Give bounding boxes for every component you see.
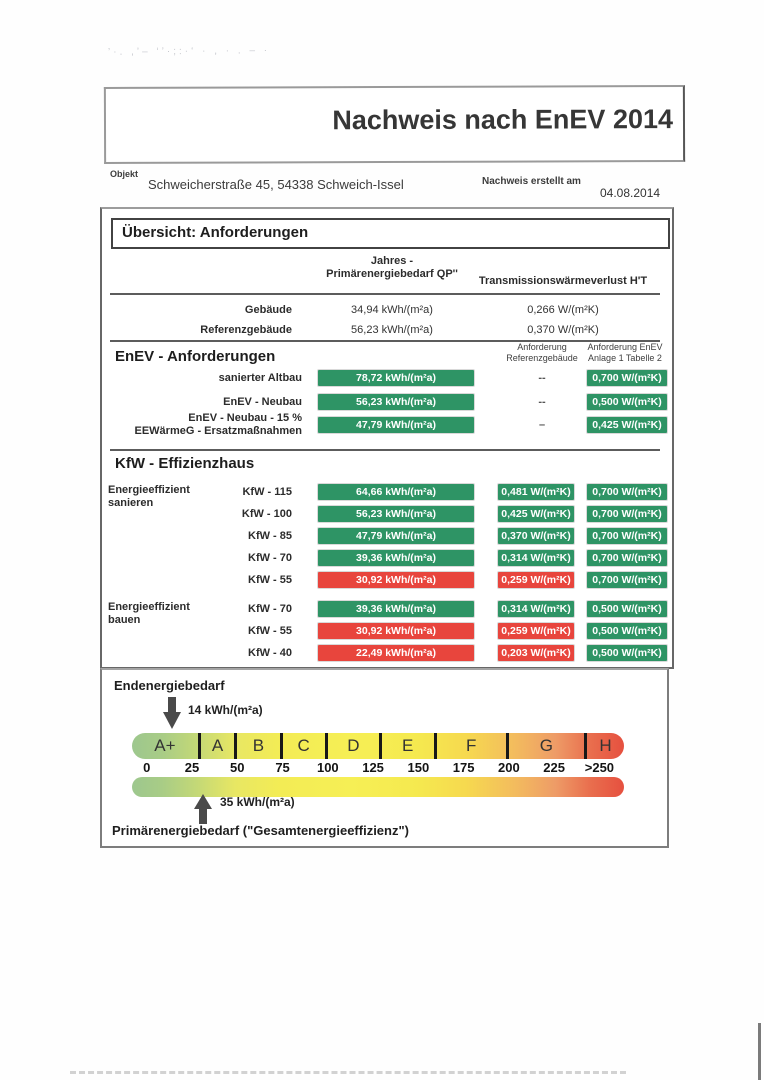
enev-value-bar: 47,79 kWh/(m²a) [318,417,474,433]
title-box [104,85,685,164]
ref-requirement-header-line1: Anforderung [517,342,567,352]
kfw-row-name: KfW - 85 [248,530,292,542]
scale-tick-225: 225 [543,760,565,775]
enev-row-label-line2: EEWärmeG - Ersatzmaßnahmen [134,425,302,437]
column-header-qp-line1: Jahres - [370,255,414,267]
overview-row-ht: 0,266 W/(m²K) [527,304,599,316]
overview-row-qp: 34,94 kWh/(m²a) [351,304,433,316]
kfw-group-label-line1: Energieeffizient [108,601,190,613]
enev-requirement-header-line1: Anforderung EnEV [587,342,663,352]
scale-class-c: C [283,733,328,759]
scale-tick-200: 200 [498,760,520,775]
kfw-row-name: KfW - 115 [242,486,292,498]
kfw-value-bar: 39,36 kWh/(m²a) [318,550,474,566]
kfw-requirement-chip: 0,700 W/(m²K) [587,572,667,588]
scale-tick-175: 175 [452,760,475,775]
kfw-group-label-line2: bauen [108,614,141,626]
enev-requirement-header-line2: Anlage 1 Tabelle 2 [588,353,662,363]
enev-row-label: EnEV - Neubau [223,396,302,408]
enev-requirement-chip: 0,425 W/(m²K) [587,417,667,433]
scale-tick-row [132,759,624,776]
overview-row-ht: 0,370 W/(m²K) [527,324,599,336]
enev-requirement-chip: 0,500 W/(m²K) [587,394,667,410]
kfw-row-name: KfW - 55 [248,625,292,637]
kfw-value-bar: 47,79 kWh/(m²a) [318,528,474,544]
primary-energy-value: 35 kWh/(m²a) [220,795,295,809]
kfw-row-name: KfW - 40 [248,647,292,659]
scale-tick-50: 50 [230,760,245,775]
kfw-requirement-chip: 0,700 W/(m²K) [587,528,667,544]
enev-value-bar: 56,23 kWh/(m²a) [318,394,474,410]
kfw-ht-chip: 0,481 W/(m²K) [498,484,574,500]
scale-class-h: H [599,736,612,755]
enev-ref-value: – [538,419,546,431]
kfw-requirement-chip: 0,700 W/(m²K) [587,506,667,522]
kfw-requirement-chip: 0,700 W/(m²K) [587,484,667,500]
kfw-ht-chip: 0,425 W/(m²K) [498,506,574,522]
scale-class-b: B [237,733,282,759]
scale-class-d: D [328,733,382,759]
scan-artifact-line [70,1071,626,1074]
kfw-value-bar: 64,66 kWh/(m²a) [318,484,474,500]
kfw-section-heading: KfW - Effizienzhaus [115,455,255,472]
efficiency-scale [132,733,624,797]
kfw-row-name: KfW - 55 [248,574,292,586]
energy-scale-box [100,668,669,848]
divider [110,449,660,451]
enev-row-label-line1: EnEV - Neubau - 15 % [188,412,302,424]
efficiency-class-band [132,733,624,759]
scan-artifact-edge [758,1023,761,1080]
requirements-box [100,207,674,669]
column-header-ht: Transmissionswärmeverlust H'T [478,275,648,287]
scale-tick-0: 0 [143,760,151,775]
kfw-ht-chip: 0,259 W/(m²K) [498,572,574,588]
enev-row-label: sanierter Altbau [218,372,302,384]
overview-row-qp: 56,23 kWh/(m²a) [351,324,433,336]
kfw-value-bar: 22,49 kWh/(m²a) [318,645,474,661]
kfw-group-label-line2: sanieren [108,497,154,509]
scale-class-a: A [201,733,237,759]
kfw-value-bar: 30,92 kWh/(m²a) [318,572,474,588]
kfw-requirement-chip: 0,500 W/(m²K) [587,601,667,617]
enev-section-heading: EnEV - Anforderungen [115,348,276,365]
objekt-label: Objekt [110,169,139,179]
overview-row-label: Gebäude [244,304,292,316]
kfw-requirement-chip: 0,500 W/(m²K) [587,645,667,661]
end-energy-label: Endenergiebedarf [114,678,225,693]
scale-tick-gt250: >250 [584,760,615,775]
kfw-value-bar: 30,92 kWh/(m²a) [318,623,474,639]
overview-row-label: Referenzgebäude [200,324,292,336]
kfw-requirement-chip: 0,700 W/(m²K) [587,550,667,566]
kfw-row-name: KfW - 100 [241,508,292,520]
enev-requirement-chip: 0,700 W/(m²K) [587,370,667,386]
kfw-requirement-chip: 0,500 W/(m²K) [587,623,667,639]
overview-heading: Übersicht: Anforderungen [111,218,670,249]
down-arrow-icon [163,697,181,729]
scale-tick-25: 25 [184,760,200,775]
enev-ref-value: -- [538,372,546,384]
scale-tick-125: 125 [362,760,384,775]
page-title: Nachweis nach EnEV 2014 [332,104,674,136]
divider [110,293,660,295]
scale-tick-100: 100 [316,760,339,775]
ref-requirement-header-line2: Referenzgebäude [506,353,578,363]
enev-requirement-header [570,342,680,364]
scale-class-g: G [509,733,587,759]
scale-class-f: F [437,733,509,759]
created-at-label: Nachweis erstellt am [482,176,581,187]
created-at-date: 04.08.2014 [600,186,661,200]
end-energy-value: 14 kWh/(m²a) [188,703,263,717]
scale-class-e: E [382,733,437,759]
kfw-ht-chip: 0,314 W/(m²K) [498,601,574,617]
objekt-address: Schweicherstraße 45, 54338 Schweich-Issel [148,177,404,192]
kfw-row-name: KfW - 70 [248,603,292,615]
kfw-ht-chip: 0,370 W/(m²K) [498,528,574,544]
up-arrow-icon [194,794,212,824]
scale-tick-75: 75 [275,760,290,775]
scale-class-aplus: A+ [132,733,201,759]
primary-energy-label: Primärenergiebedarf ("Gesamtenergieeffizienz") [112,823,409,838]
column-header-qp-line2: Primärenergiebedarf QP'' [326,268,458,280]
kfw-ht-chip: 0,314 W/(m²K) [498,550,574,566]
scale-tick-150: 150 [407,760,430,775]
kfw-value-bar: 56,23 kWh/(m²a) [318,506,474,522]
kfw-value-bar: 39,36 kWh/(m²a) [318,601,474,617]
kfw-row-name: KfW - 70 [248,552,292,564]
kfw-group-label-line1: Energieeffizient [108,484,190,496]
kfw-ht-chip: 0,203 W/(m²K) [498,645,574,661]
enev-value-bar: 78,72 kWh/(m²a) [318,370,474,386]
kfw-ht-chip: 0,259 W/(m²K) [498,623,574,639]
enev-ref-value: -- [538,396,546,408]
enev-row-label [104,412,302,438]
handwritten-annotation: ’·. ,’– ‘’·;:·‘ · , · . – · [107,45,271,58]
